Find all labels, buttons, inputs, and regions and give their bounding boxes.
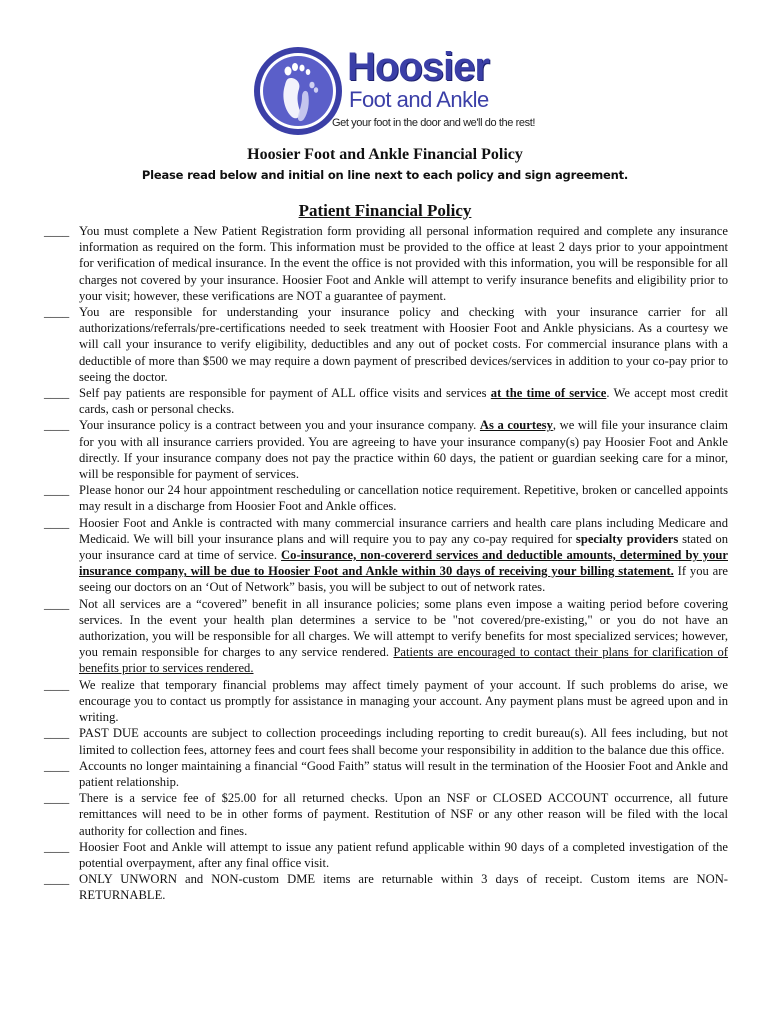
initial-line[interactable]: ____ — [44, 224, 70, 238]
policy-item — [44, 725, 728, 757]
initial-line[interactable]: ____ — [44, 726, 70, 741]
initial-line[interactable]: ____ — [44, 386, 70, 401]
logo-name-line1: Hoosier — [347, 45, 489, 89]
policy-emphasis: at the time of service — [490, 386, 607, 401]
policy-list — [44, 223, 728, 904]
initial-line[interactable]: ____ — [44, 758, 70, 773]
policy-emphasis: Patients are encouraged to contact their plans for clarification of benefits prior to services rendered. — [79, 645, 728, 676]
policy-text: Hoosier Foot and Ankle will attempt to issue any patient refund applicable within 90 days of a completed investigation of the potential overpayment, after any final office visit. — [79, 839, 728, 870]
policy-item — [44, 758, 728, 790]
policy-item — [44, 385, 728, 417]
policy-text: Your insurance policy is a contract between you and your insurance company. — [79, 418, 480, 433]
policy-text: Accounts no longer maintaining a financial “Good Faith” status will result in the termination of the Hoosier Foot and Ankle and patient relationship. — [79, 758, 728, 789]
policy-text: We realize that temporary financial problems may affect timely payment of your account. If such problems do arise, we encourage you to contact us promptly for assistance in managing your account. Any payment plans must be agreed upon and in writing. — [79, 677, 728, 725]
document-title: Hoosier Foot and Ankle Financial Policy — [247, 146, 523, 163]
logo-tagline: Get your foot in the door and we'll do the rest! — [332, 117, 536, 129]
policy-item — [44, 223, 728, 304]
initial-line[interactable]: ____ — [44, 839, 70, 854]
policy-item — [44, 304, 728, 385]
section-title: Patient Financial Policy — [298, 201, 472, 220]
policy-text: . We accept most credit cards, cash or personal checks. — [79, 386, 728, 417]
policy-text: Hoosier Foot and Ankle is contracted with many commercial insurance carriers and health care plans including Medicare and Medicaid. We will bill your insurance plans and will require you to pay any co-pay required for — [79, 515, 728, 546]
initial-line[interactable]: ____ — [44, 872, 70, 887]
policy-item — [44, 596, 728, 677]
initial-line[interactable]: ____ — [44, 515, 70, 530]
policy-item — [44, 839, 728, 871]
document-subtitle: Please read below and initial on line next to each policy and sign agreement. — [141, 168, 629, 182]
policy-item — [44, 790, 728, 839]
policy-item — [44, 871, 728, 903]
logo-name-line2: Foot and Ankle — [349, 87, 489, 112]
initial-line[interactable]: ____ — [44, 791, 70, 806]
policy-text: PAST DUE accounts are subject to collection proceedings including reporting to credit bureau(s). All fees including, but not limited to collection fees, attorney fees and court fees shall become your responsibility in addition to the balance due this office. — [79, 726, 728, 757]
policy-text: You must complete a New Patient Registration form providing all personal information required and complete any insurance information as required on the form. This information must be provided to the office at least 2 days prior to your appointment for verification of medical insurance. In the event the office is not provided with this information, you will be responsible for all charges not covered by your insurance. Hoosier Foot and Ankle will attempt to verify insurance benefits and eligibility prior to your visit; however, these verifications are NOT a guarantee of payment. — [79, 224, 728, 303]
initial-line[interactable]: ____ — [44, 677, 70, 692]
initial-line[interactable]: ____ — [44, 418, 70, 433]
policy-text: If you are seeing our doctors on an ‘Out of Network” basis, you will be subject to out of network rates. — [79, 564, 728, 595]
policy-text: , we will file your insurance claim for you with all insurance carriers provided. You are agreeing to have your insurance company(s) pay Hoosier Foot and Ankle directly. If your insurance company does not pay the practice within 60 days, the patient or guardian seeking care for a minor, will be responsible for payment of services. — [79, 418, 728, 482]
policy-text: You are responsible for understanding your insurance policy and checking with your insurance carrier for all authorizations/referrals/pre-certifications needed to seek treatment with Hoosier Foot and Ankle physicians. As a courtesy we will call your insurance to verify eligibility, deductibles and any out of pocket costs. For commercial insurance plans with a deductible of more than $500 we may require a down payment of prescribed devices/services in addition to your co-pay prior to seeing the doctor. — [79, 305, 728, 384]
policy-item — [44, 482, 728, 514]
policy-text: Self pay patients are responsible for payment of ALL office visits and services — [79, 386, 491, 401]
initial-line[interactable]: ____ — [44, 483, 70, 498]
policy-text: ONLY UNWORN and NON-custom DME items are returnable within 3 days of receipt. Custom items are NON-RETURNABLE. — [79, 872, 728, 903]
policy-item — [44, 417, 728, 482]
hoosier-logo — [252, 45, 536, 137]
policy-item — [44, 515, 728, 596]
policy-emphasis: As a courtesy — [479, 418, 553, 433]
policy-item — [44, 677, 728, 726]
initial-line[interactable]: ____ — [44, 596, 70, 611]
policy-text: stated on your insurance card at time of service. — [79, 531, 728, 563]
policy-emphasis: specialty providers — [575, 531, 679, 546]
policy-text: Please honor our 24 hour appointment rescheduling or cancellation notice requirement. Repetitive, broken or cancelled appoints may result in a discharge from Hoosier Foot and Ankle offices. — [79, 483, 728, 514]
policy-emphasis: Co-insurance, non-covererd services and deductible amounts, determined by your insurance company, will be due to Hoosier Foot and Ankle within 30 days of receiving your billing statement. — [79, 548, 728, 579]
policy-text: Not all services are a “covered” benefit in all insurance policies; some plans even impose a waiting period before covering services. In the event your health plan determines a service to be "not covered/pre-existing," or you do not have an authorization, you will be responsible for all charges. We will attempt to verify benefits for most specialized services; however, you remain responsible for charges to any service rendered. — [79, 596, 728, 660]
initial-line[interactable]: ____ — [44, 305, 70, 320]
foot-emblem-icon — [252, 45, 344, 137]
policy-text: There is a service fee of $25.00 for all returned checks. Upon an NSF or CLOSED ACCOUNT occurrence, all future remittances will need to be in other forms of payment. Restitution of NSF or any other reason will be filed with the local authority for collection and fines. — [79, 791, 728, 838]
